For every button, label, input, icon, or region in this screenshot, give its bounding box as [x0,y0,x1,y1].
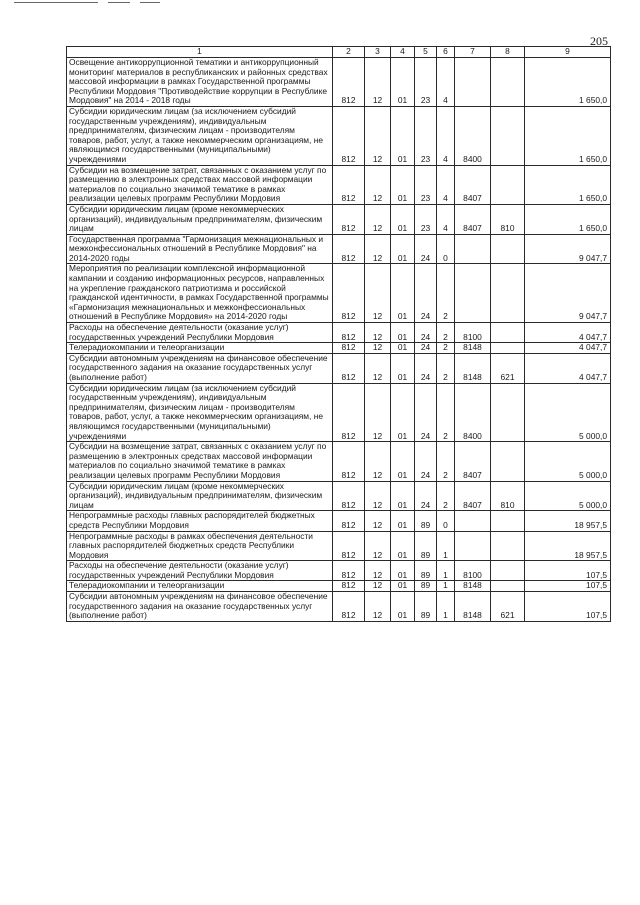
cell-amount: 1 650,0 [525,204,611,234]
cell-section-code: 12 [365,481,391,511]
cell-target-code [455,531,491,561]
cell-section-code: 12 [365,323,391,343]
table-row [67,106,611,165]
cell-ministry-code: 812 [333,561,365,581]
cell-expense-type-code [491,561,525,581]
row-description: Субсидии на возмещение затрат, связанных с оказанием услуг по размещению в электронных средствах массовой информации материалов по социально значимой тематике в рамках реализации целевых программ Республики Мордовия [67,442,333,481]
cell-subsection-code: 01 [391,264,415,323]
cell-subsection-code: 01 [391,511,415,531]
cell-section-code: 12 [365,383,391,442]
column-header: 2 [333,47,365,58]
cell-subprogram-code: 4 [437,204,455,234]
table-row [67,264,611,323]
cell-subsection-code: 01 [391,106,415,165]
table-row [67,323,611,343]
cell-expense-type-code [491,343,525,354]
cell-subprogram-code: 4 [437,165,455,204]
cell-subprogram-code: 1 [437,561,455,581]
row-description: Непрограммные расходы в рамках обеспечения деятельности главных распорядителей бюджетных средств Республики Мордовия [67,531,333,561]
column-header: 1 [67,47,333,58]
cell-expense-type-code [491,323,525,343]
row-description: Мероприятия по реализации комплексной информационной кампании и созданию информационных ресурсов, направленных на укрепление гражданского патриотизма и российской гражданской идентичности, в рамках Государственной программы «Гармонизация межнациональных и межконфессиональных отношений в Республике Мордовия» на 2014-2020 годы [67,264,333,323]
column-header: 6 [437,47,455,58]
cell-ministry-code: 812 [333,106,365,165]
cell-subprogram-code: 2 [437,353,455,383]
cell-target-code: 8407 [455,481,491,511]
table-row [67,234,611,264]
cell-section-code: 12 [365,234,391,264]
cell-program-code: 89 [415,592,437,622]
cell-program-code: 24 [415,264,437,323]
cell-ministry-code: 812 [333,383,365,442]
cell-program-code: 89 [415,531,437,561]
table-row [67,204,611,234]
cell-target-code: 8148 [455,581,491,592]
table-row [67,383,611,442]
row-description: Субсидии юридическим лицам (за исключением субсидий государственным учреждениям), индивидуальным предпринимателям, физическим лицам - производителям товаров, работ, услуг, а также некоммерческим организациям, не являющимся государственными (муниципальными) учреждениями [67,106,333,165]
cell-program-code: 24 [415,343,437,354]
cell-subsection-code: 01 [391,442,415,481]
cell-section-code: 12 [365,561,391,581]
page-number: 205 [590,34,608,48]
cell-ministry-code: 812 [333,353,365,383]
table-row [67,343,611,354]
cell-target-code [455,58,491,107]
cell-section-code: 12 [365,592,391,622]
row-description: Непрограммные расходы главных распорядителей бюджетных средств Республики Мордовия [67,511,333,531]
cell-subprogram-code: 4 [437,106,455,165]
cell-expense-type-code [491,58,525,107]
row-description: Телерадиокомпании и телеорганизации [67,343,333,354]
row-description: Расходы на обеспечение деятельности (оказание услуг) государственных учреждений Республики Мордовия [67,323,333,343]
table-row [67,442,611,481]
cell-program-code: 89 [415,511,437,531]
cell-expense-type-code: 621 [491,592,525,622]
cell-subprogram-code: 0 [437,234,455,264]
cell-subsection-code: 01 [391,481,415,511]
cell-amount: 4 047,7 [525,353,611,383]
cell-amount: 5 000,0 [525,383,611,442]
cell-subsection-code: 01 [391,234,415,264]
column-header: 7 [455,47,491,58]
cell-target-code: 8100 [455,323,491,343]
cell-ministry-code: 812 [333,343,365,354]
cell-ministry-code: 812 [333,165,365,204]
table-row [67,353,611,383]
row-description: Телерадиокомпании и телеорганизации [67,581,333,592]
column-header: 9 [525,47,611,58]
cell-subsection-code: 01 [391,204,415,234]
row-description: Субсидии юридическим лицам (за исключением субсидий государственным учреждениям), индивидуальным предпринимателям, физическим лицам - производителям товаров, работ, услуг, а также некоммерческим организациям, не являющимся государственными (муниципальными) учреждениями [67,383,333,442]
column-header: 5 [415,47,437,58]
cell-expense-type-code [491,106,525,165]
cell-section-code: 12 [365,353,391,383]
cell-target-code: 8400 [455,383,491,442]
cell-amount: 107,5 [525,561,611,581]
cell-program-code: 24 [415,442,437,481]
cell-program-code: 23 [415,58,437,107]
cell-section-code: 12 [365,511,391,531]
cell-section-code: 12 [365,165,391,204]
row-description: Субсидии автономным учреждениям на финансовое обеспечение государственного задания на оказание государственных услуг (выполнение работ) [67,592,333,622]
cell-amount: 5 000,0 [525,442,611,481]
cell-target-code: 8148 [455,343,491,354]
cell-subsection-code: 01 [391,592,415,622]
cell-section-code: 12 [365,204,391,234]
cell-program-code: 24 [415,323,437,343]
cell-expense-type-code [491,442,525,481]
cell-target-code: 8407 [455,165,491,204]
cell-program-code: 24 [415,234,437,264]
cell-section-code: 12 [365,343,391,354]
cell-subsection-code: 01 [391,343,415,354]
table-row [67,481,611,511]
table-body [67,58,611,622]
cell-target-code: 8407 [455,442,491,481]
table-row [67,561,611,581]
cell-subprogram-code: 2 [437,442,455,481]
cell-subsection-code: 01 [391,165,415,204]
column-header: 3 [365,47,391,58]
cell-ministry-code: 812 [333,581,365,592]
cell-target-code: 8148 [455,592,491,622]
cell-subprogram-code: 4 [437,58,455,107]
cell-program-code: 23 [415,106,437,165]
cell-section-code: 12 [365,58,391,107]
cell-subprogram-code: 2 [437,343,455,354]
budget-table [66,46,611,622]
cell-subsection-code: 01 [391,561,415,581]
cell-amount: 1 650,0 [525,58,611,107]
table-row [67,511,611,531]
cell-program-code: 24 [415,353,437,383]
cell-subsection-code: 01 [391,353,415,383]
cell-ministry-code: 812 [333,323,365,343]
cell-section-code: 12 [365,264,391,323]
cell-amount: 5 000,0 [525,481,611,511]
cell-program-code: 89 [415,581,437,592]
cell-target-code [455,511,491,531]
cell-subprogram-code: 2 [437,323,455,343]
row-description: Субсидии на возмещение затрат, связанных с оказанием услуг по размещению в электронных средствах массовой информации материалов по социально значимой тематике в рамках реализации целевых программ Республики Мордовия [67,165,333,204]
cell-section-code: 12 [365,106,391,165]
cell-amount: 107,5 [525,581,611,592]
column-header: 4 [391,47,415,58]
cell-amount: 4 047,7 [525,323,611,343]
cell-subprogram-code: 1 [437,592,455,622]
cell-expense-type-code [491,165,525,204]
cell-subprogram-code: 1 [437,581,455,592]
cell-expense-type-code [491,581,525,592]
cell-section-code: 12 [365,581,391,592]
cell-ministry-code: 812 [333,592,365,622]
cell-amount: 18 957,5 [525,511,611,531]
cell-subprogram-code: 0 [437,511,455,531]
table-row [67,531,611,561]
cell-ministry-code: 812 [333,442,365,481]
cell-section-code: 12 [365,531,391,561]
cell-ministry-code: 812 [333,234,365,264]
cell-program-code: 24 [415,383,437,442]
row-description: Освещение антикоррупционной тематики и антикоррупционный мониторинг материалов в республиканских и районных средствах массовой информации в рамках Государственной программы Республики Мордовия "Противодействие коррупции в Республике Мордовия" на 2014 - 2018 годы [67,58,333,107]
table-row [67,581,611,592]
cell-ministry-code: 812 [333,481,365,511]
table-row [67,165,611,204]
cell-expense-type-code: 810 [491,481,525,511]
cell-program-code: 89 [415,561,437,581]
cell-subprogram-code: 2 [437,383,455,442]
cell-subsection-code: 01 [391,58,415,107]
table-row [67,58,611,107]
table-row [67,592,611,622]
cell-subsection-code: 01 [391,323,415,343]
cell-expense-type-code [491,531,525,561]
cell-subprogram-code: 1 [437,531,455,561]
cell-amount: 107,5 [525,592,611,622]
cell-expense-type-code [491,383,525,442]
cell-program-code: 23 [415,204,437,234]
cell-ministry-code: 812 [333,511,365,531]
column-header: 8 [491,47,525,58]
cell-subsection-code: 01 [391,383,415,442]
cell-target-code: 8407 [455,204,491,234]
cell-expense-type-code [491,234,525,264]
cell-subsection-code: 01 [391,581,415,592]
cell-ministry-code: 812 [333,204,365,234]
cell-section-code: 12 [365,442,391,481]
cell-amount: 1 650,0 [525,106,611,165]
cell-subprogram-code: 2 [437,481,455,511]
cell-subsection-code: 01 [391,531,415,561]
cell-expense-type-code: 810 [491,204,525,234]
cell-ministry-code: 812 [333,264,365,323]
cell-expense-type-code [491,511,525,531]
cell-ministry-code: 812 [333,58,365,107]
cell-amount: 9 047,7 [525,234,611,264]
cell-target-code: 8148 [455,353,491,383]
cell-expense-type-code: 621 [491,353,525,383]
row-description: Субсидии автономным учреждениям на финансовое обеспечение государственного задания на оказание государственных услуг (выполнение работ) [67,353,333,383]
cell-target-code [455,234,491,264]
cell-expense-type-code [491,264,525,323]
cell-amount: 18 957,5 [525,531,611,561]
cell-target-code: 8400 [455,106,491,165]
cell-ministry-code: 812 [333,531,365,561]
cell-program-code: 23 [415,165,437,204]
cell-target-code: 8100 [455,561,491,581]
cell-amount: 1 650,0 [525,165,611,204]
cell-amount: 9 047,7 [525,264,611,323]
cell-program-code: 24 [415,481,437,511]
row-description: Субсидии юридическим лицам (кроме некоммерческих организаций), индивидуальным предпринимателям, физическим лицам [67,481,333,511]
cell-amount: 4 047,7 [525,343,611,354]
cell-target-code [455,264,491,323]
row-description: Расходы на обеспечение деятельности (оказание услуг) государственных учреждений Республики Мордовия [67,561,333,581]
row-description: Государственная программа "Гармонизация межнациональных и межконфессиональных отношений в Республике Мордовия" на 2014-2020 годы [67,234,333,264]
table-header-row [67,47,611,58]
row-description: Субсидии юридическим лицам (кроме некоммерческих организаций), индивидуальным предпринимателям, физическим лицам [67,204,333,234]
cell-subprogram-code: 2 [437,264,455,323]
